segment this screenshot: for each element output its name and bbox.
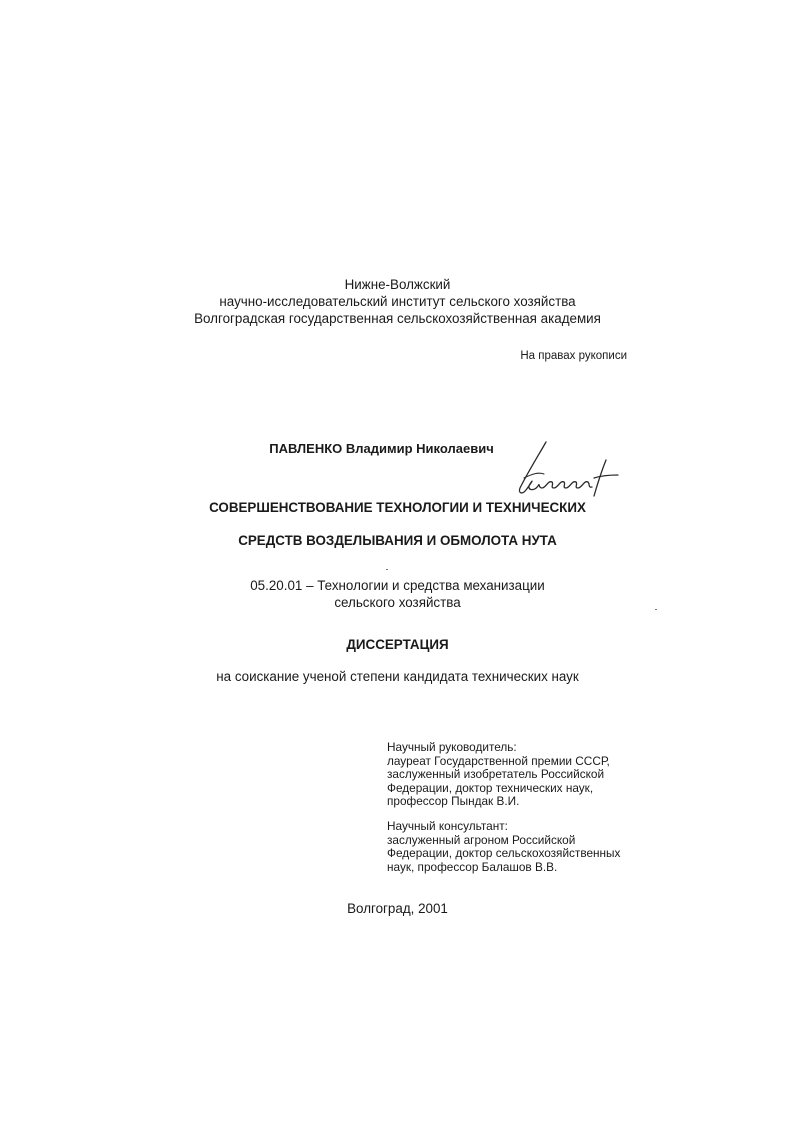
supervisor-block	[387, 741, 610, 809]
specialty-line: 05.20.01 – Технологии и средства механизации	[250, 578, 545, 593]
consultant-line: Федерации, доктор сельскохозяйственных	[387, 846, 621, 861]
author-name: ПАВЛЕНКО Владимир Николаевич	[269, 441, 494, 456]
dissertation-title-line-1: СОВЕРШЕНСТВОВАНИЕ ТЕХНОЛОГИИ И ТЕХНИЧЕСКИХ	[209, 500, 586, 515]
consultant-block	[387, 820, 620, 874]
signature-icon	[508, 438, 628, 500]
degree-line: на соискание ученой степени кандидата технических наук	[216, 669, 579, 684]
supervisor-line: профессор Пындак В.И.	[387, 794, 520, 809]
dissertation-title-line-2: СРЕДСТВ ВОЗДЕЛЫВАНИЯ И ОБМОЛОТА НУТА	[238, 533, 557, 548]
specialty-block	[0, 577, 795, 611]
author-name-block	[0, 441, 795, 456]
supervisor-line: Федерации, доктор технических наук,	[387, 780, 594, 795]
city-year: Волгоград, 2001	[347, 901, 448, 916]
institution-block	[0, 276, 795, 327]
scan-speck	[386, 569, 388, 570]
institution-line: научно-исследовательский институт сельского хозяйства	[219, 294, 576, 309]
document-type: ДИССЕРТАЦИЯ	[346, 637, 449, 652]
supervisor-line: заслуженный изобретатель Российской	[387, 767, 605, 782]
consultant-line: заслуженный агроном Российской	[387, 832, 576, 847]
supervisor-line: Научный руководитель:	[387, 740, 517, 754]
consultant-line: наук, профессор Балашов В.В.	[387, 859, 558, 874]
supervisor-line: лауреат Государственной премии СССР,	[387, 753, 610, 768]
specialty-line: сельского хозяйства	[334, 595, 461, 610]
consultant-line: Научный консультант:	[387, 819, 508, 833]
scan-speck	[655, 609, 657, 610]
rights-note: На правах рукописи	[520, 350, 627, 362]
institution-line: Нижне-Волжский	[344, 277, 451, 292]
institution-line: Волгоградская государственная сельскохозяйственная академия	[194, 311, 601, 326]
